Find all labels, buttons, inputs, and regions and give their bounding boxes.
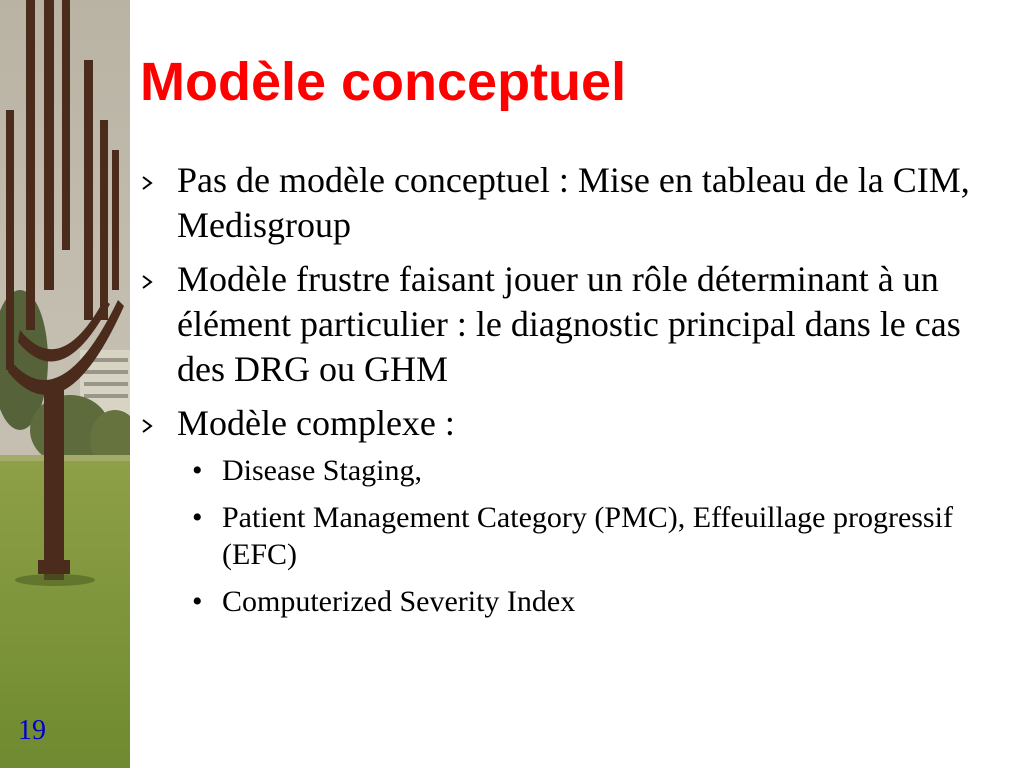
sub-bullet-item bbox=[140, 499, 1010, 573]
page-number: 19 bbox=[18, 715, 46, 746]
dot-bullet-icon: • bbox=[192, 454, 203, 487]
chevron-right-icon bbox=[140, 176, 154, 190]
sub-bullet-item bbox=[140, 452, 1010, 489]
slide-body bbox=[140, 158, 1010, 630]
sub-bullet-text: Patient Management Category (PMC), Effeuillage progressif (EFC) bbox=[222, 501, 953, 571]
sub-bullet-list bbox=[140, 452, 1010, 620]
dot-bullet-icon: • bbox=[192, 585, 203, 618]
bullet-item bbox=[140, 158, 1010, 248]
bullet-item bbox=[140, 257, 1010, 392]
bullet-text: Modèle complexe : bbox=[177, 403, 455, 443]
chevron-right-icon bbox=[140, 275, 154, 289]
sub-bullet-text: Disease Staging, bbox=[222, 454, 422, 487]
bullet-text: Modèle frustre faisant jouer un rôle déterminant à un élément particulier : le diagnostic principal dans le cas des DRG ou GHM bbox=[177, 259, 961, 389]
decorative-sculpture-photo bbox=[0, 0, 130, 768]
bullet-text: Pas de modèle conceptuel : Mise en tableau de la CIM, Medisgroup bbox=[177, 160, 970, 245]
dot-bullet-icon: • bbox=[192, 501, 203, 534]
sub-bullet-item bbox=[140, 583, 1010, 620]
slide-title: Modèle conceptuel bbox=[140, 52, 627, 112]
sub-bullet-text: Computerized Severity Index bbox=[222, 585, 576, 618]
chevron-right-icon bbox=[140, 419, 154, 433]
bullet-item bbox=[140, 401, 1010, 446]
